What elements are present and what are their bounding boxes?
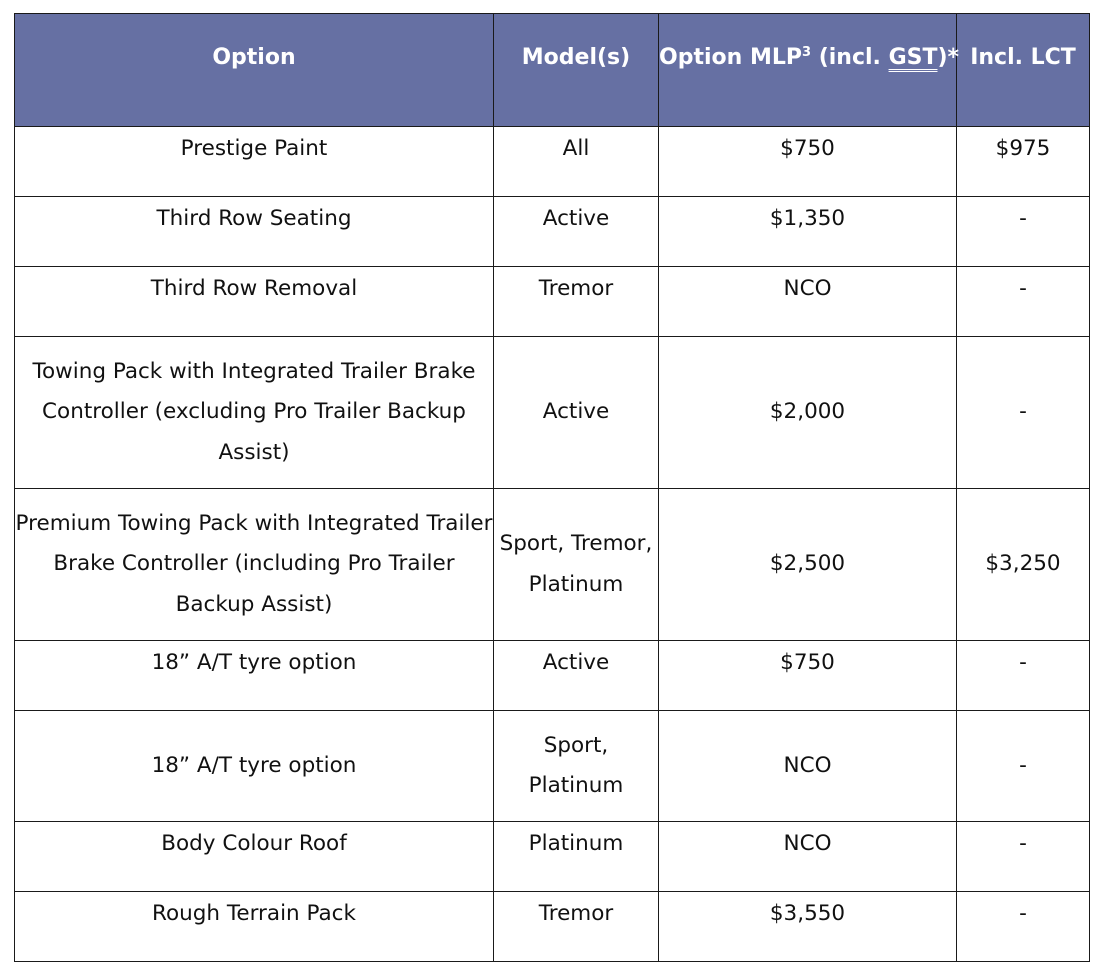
cell-models: Active: [494, 197, 659, 267]
cell-option: Third Row Removal: [15, 267, 494, 337]
cell-lct: -: [957, 822, 1090, 892]
cell-mlp: $2,500: [659, 489, 957, 641]
cell-option: 18” A/T tyre option: [15, 711, 494, 822]
cell-option: 18” A/T tyre option: [15, 641, 494, 711]
header-row: [15, 14, 1090, 127]
cell-mlp: NCO: [659, 267, 957, 337]
cell-mlp: NCO: [659, 822, 957, 892]
cell-lct: $975: [957, 127, 1090, 197]
cell-mlp: $1,350: [659, 197, 957, 267]
table-row: [15, 892, 1090, 962]
cell-mlp: $750: [659, 127, 957, 197]
cell-models: Active: [494, 641, 659, 711]
cell-models: Tremor: [494, 267, 659, 337]
header-option: Option: [15, 14, 494, 127]
cell-option: Third Row Seating: [15, 197, 494, 267]
cell-models: Platinum: [494, 822, 659, 892]
header-mlp-prefix: Option MLP: [659, 44, 802, 70]
table-row: [15, 197, 1090, 267]
header-mlp-incl: (incl.: [818, 44, 889, 70]
table-row: [15, 641, 1090, 711]
cell-lct: -: [957, 892, 1090, 962]
cell-option: Premium Towing Pack with Integrated Trailer Brake Controller (including Pro Trailer Backup Assist): [15, 489, 494, 641]
cell-models: Active: [494, 337, 659, 489]
table-row: [15, 822, 1090, 892]
header-option-mlp: [659, 14, 960, 127]
cell-models: Sport, Tremor, Platinum: [494, 489, 659, 641]
cell-option: Towing Pack with Integrated Trailer Brake Controller (excluding Pro Trailer Backup Assist): [15, 337, 494, 489]
gst-link[interactable]: GST: [888, 44, 938, 70]
cell-models: All: [494, 127, 659, 197]
cell-mlp: $750: [659, 641, 957, 711]
cell-models: Sport, Platinum: [494, 711, 659, 822]
cell-lct: -: [957, 197, 1090, 267]
cell-option: Body Colour Roof: [15, 822, 494, 892]
cell-lct: -: [957, 711, 1090, 822]
cell-lct: -: [957, 267, 1090, 337]
table-row: [15, 127, 1090, 197]
table-row: [15, 337, 1090, 489]
header-models: Model(s): [494, 14, 659, 127]
cell-lct: -: [957, 641, 1090, 711]
cell-mlp: NCO: [659, 711, 957, 822]
table-row: [15, 267, 1090, 337]
header-incl-lct: Incl. LCT: [957, 14, 1090, 127]
table-row: [15, 489, 1090, 641]
cell-models: Tremor: [494, 892, 659, 962]
cell-lct: $3,250: [957, 489, 1090, 641]
table-row: [15, 711, 1090, 822]
cell-option: Prestige Paint: [15, 127, 494, 197]
header-mlp-suffix: )*: [937, 44, 960, 70]
options-pricing-table: [14, 13, 1090, 962]
cell-mlp: $2,000: [659, 337, 957, 489]
cell-option: Rough Terrain Pack: [15, 892, 494, 962]
cell-mlp: $3,550: [659, 892, 957, 962]
cell-lct: -: [957, 337, 1090, 489]
header-mlp-footnote-ref: 3: [801, 44, 812, 60]
